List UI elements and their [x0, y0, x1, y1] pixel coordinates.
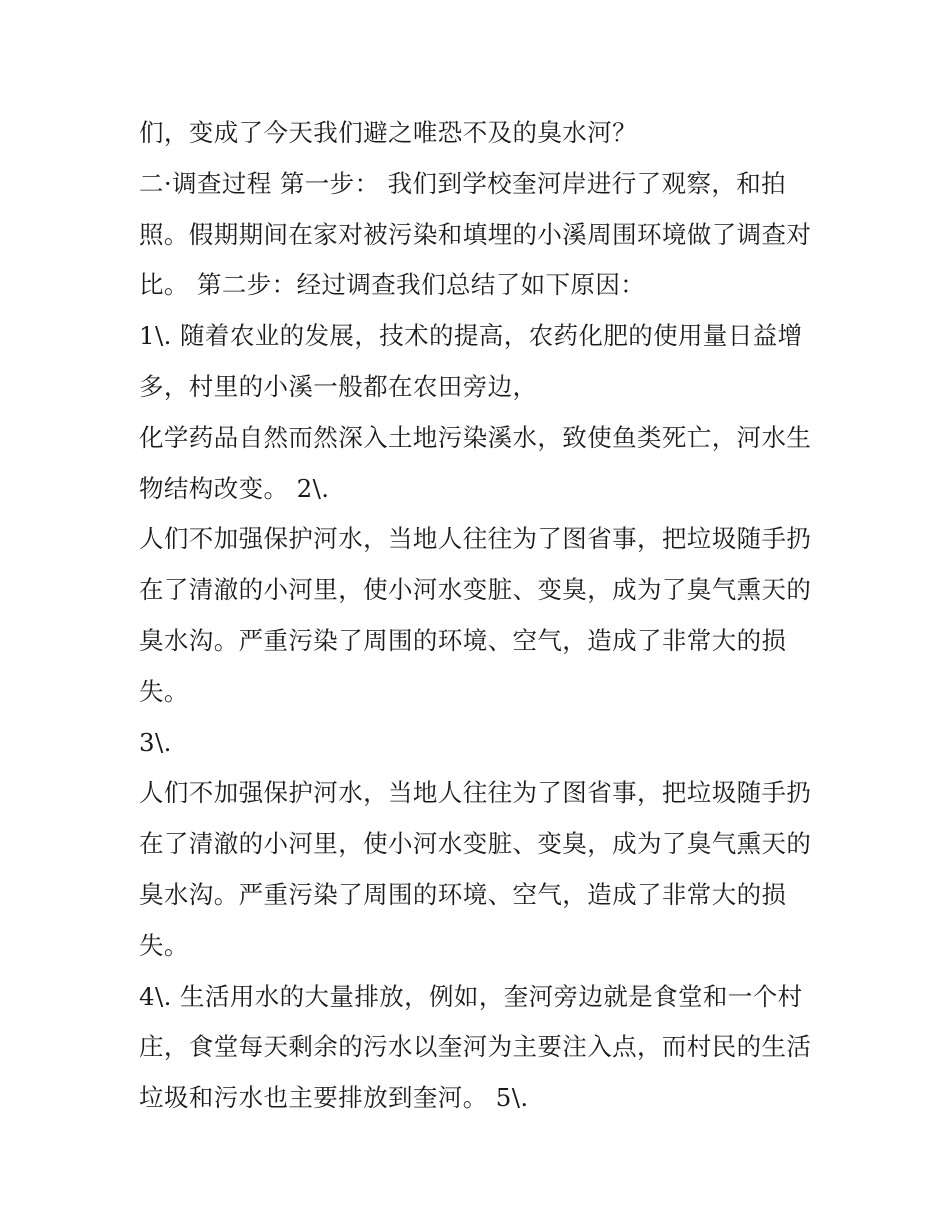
- text-line: 臭水沟。严重污染了周围的环境、空气，造成了非常大的损: [139, 625, 787, 655]
- text-line: 人们不加强保护河水，当地人往往为了图省事，把垃圾随手扔: [139, 778, 812, 808]
- text-line: 在了清澈的小河里，使小河水变脏、变臭，成为了臭气熏天的: [139, 829, 812, 859]
- text-line: 们，变成了今天我们避之唯恐不及的臭水河？: [139, 118, 637, 147]
- text-line: 3\.: [139, 727, 172, 757]
- text-line: 化学药品自然而然深入土地污染溪水，致使鱼类死亡，河水生: [139, 422, 812, 452]
- text-line: 物结构改变。 2\.: [139, 473, 330, 503]
- text-line: 庄，食堂每天剩余的污水以奎河为主要注入点，而村民的生活: [139, 1032, 812, 1062]
- text-line: 二·调查过程 第一步： 我们到学校奎河岸进行了观察，和拍: [139, 168, 787, 198]
- body-text: [139, 108, 829, 1124]
- text-line: 多，村里的小溪一般都在农田旁边，: [139, 371, 538, 401]
- text-line: 垃圾和污水也主要排放到奎河。 5\.: [139, 1083, 529, 1113]
- text-line: 比。 第二步：经过调查我们总结了如下原因：: [139, 270, 646, 300]
- text-line: 失。: [139, 930, 189, 960]
- text-line: 照。假期期间在家对被污染和填埋的小溪周围环境做了调查对: [139, 219, 812, 249]
- text-line: 臭水沟。严重污染了周围的环境、空气，造成了非常大的损: [139, 879, 787, 909]
- text-line: 在了清澈的小河里，使小河水变脏、变臭，成为了臭气熏天的: [139, 575, 812, 605]
- text-line: 1\. 随着农业的发展，技术的提高，农药化肥的使用量日益增: [139, 321, 803, 351]
- text-line: 失。: [139, 676, 189, 706]
- text-line: 4\. 生活用水的大量排放，例如，奎河旁边就是食堂和一个村: [139, 981, 803, 1011]
- text-line: 人们不加强保护河水，当地人往往为了图省事，把垃圾随手扔: [139, 524, 812, 554]
